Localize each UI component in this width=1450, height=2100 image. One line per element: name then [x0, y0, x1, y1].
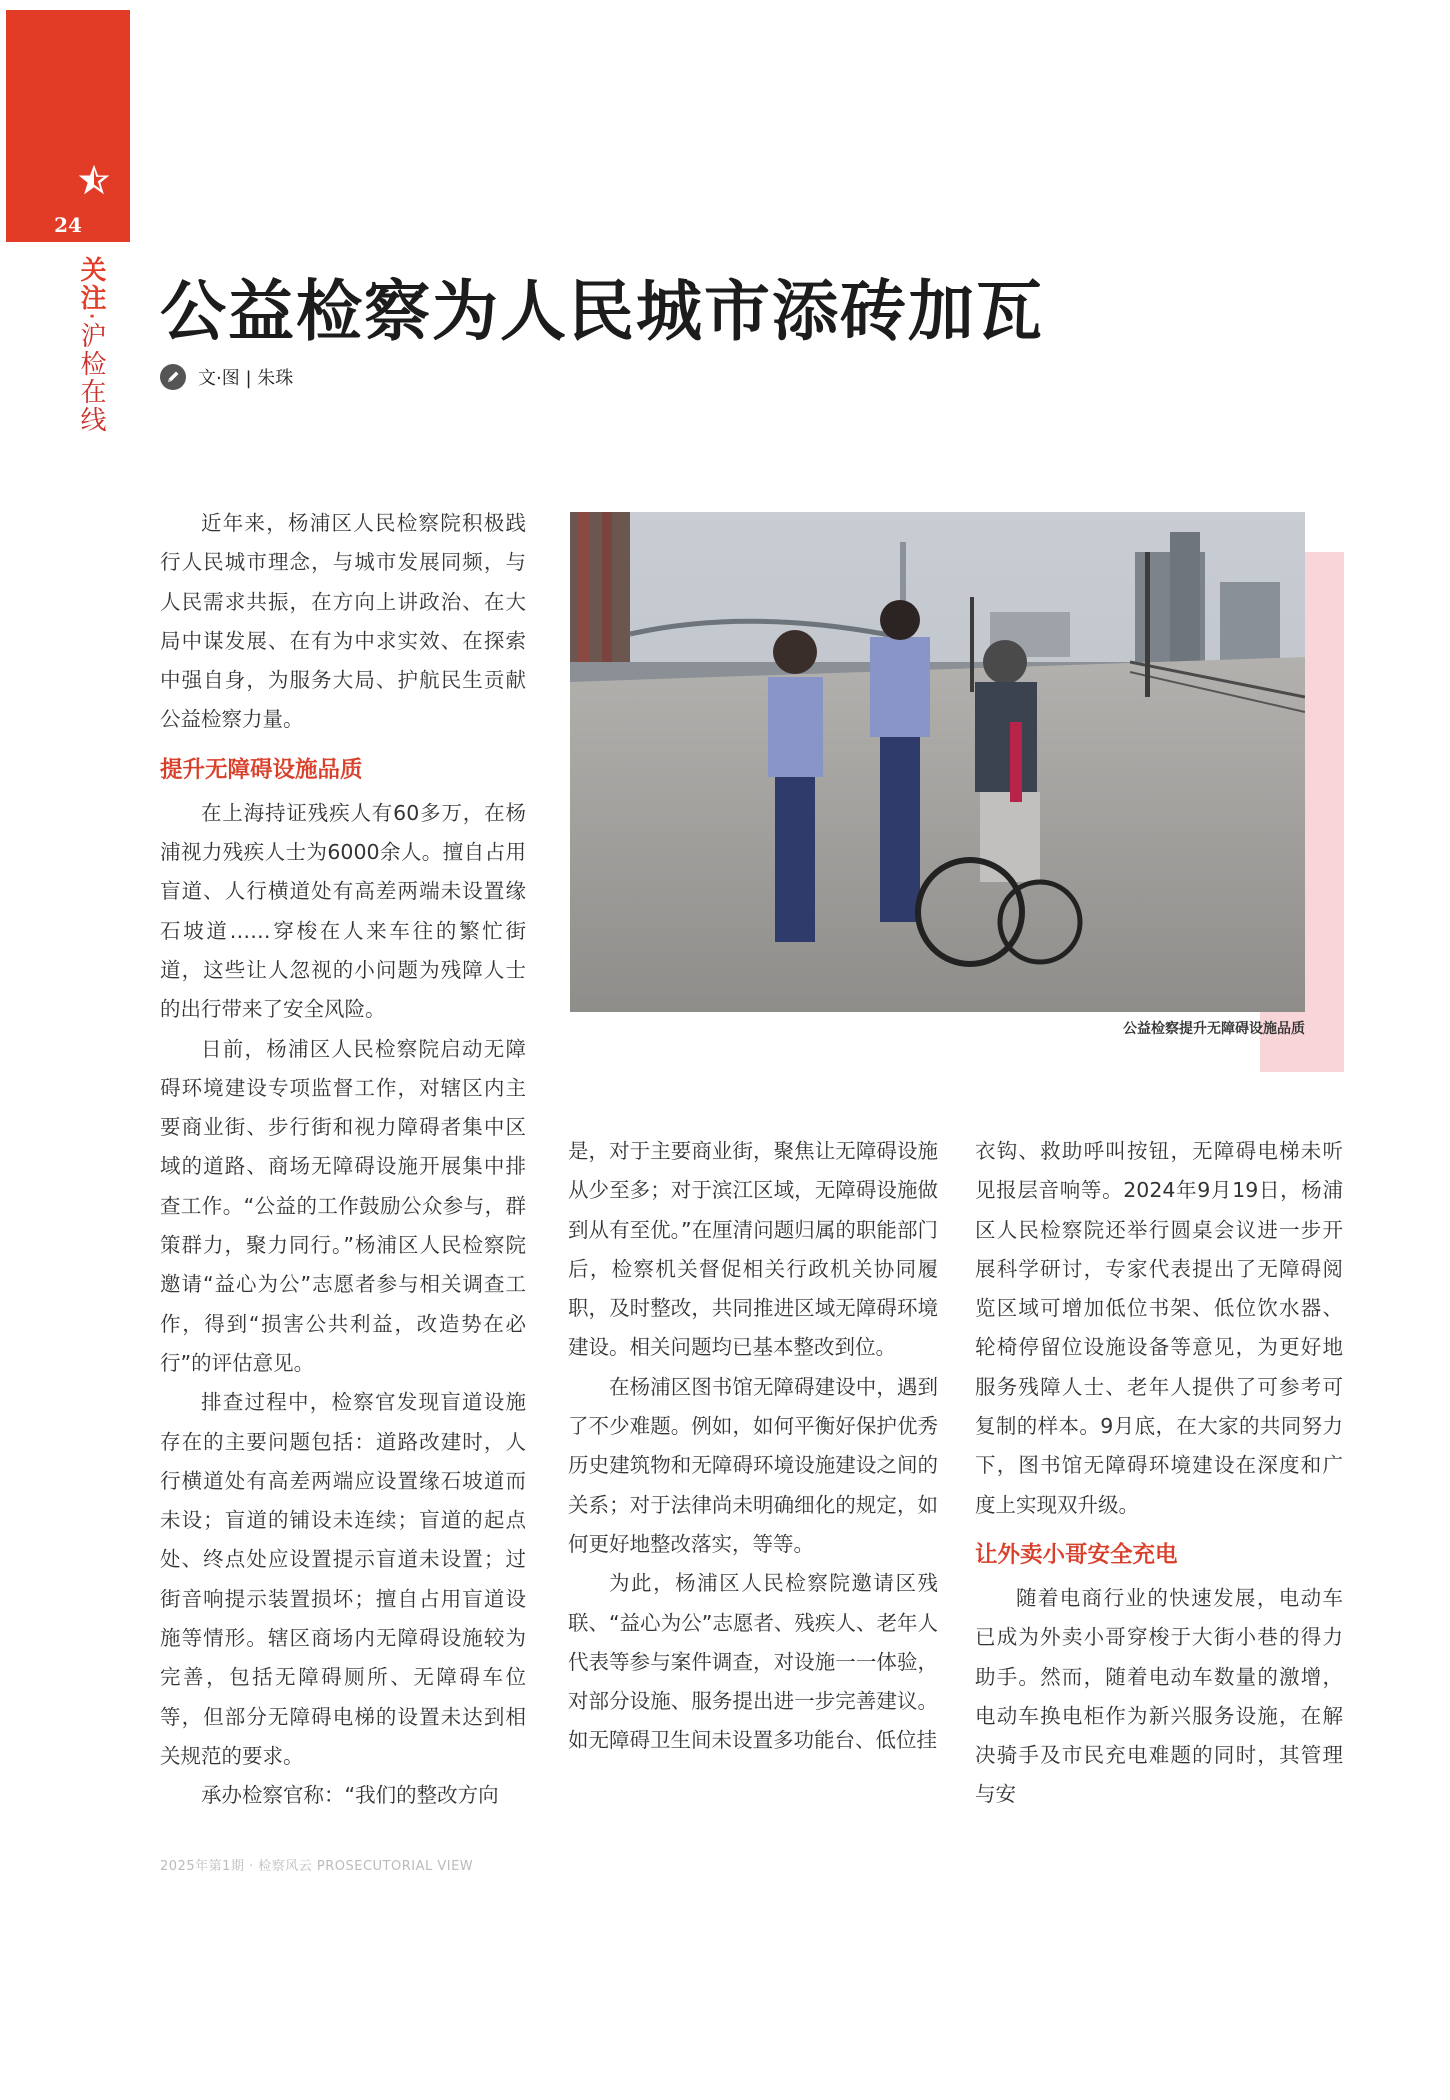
- article-column-3: [975, 1132, 1343, 1815]
- page-footer: 2025年第1期 · 检察风云 PROSECUTORIAL VIEW: [160, 1859, 474, 1874]
- paragraph-continued: 衣钩、救助呼叫按钮，无障碍电梯未听见报层音响等。2024年9月19日，杨浦区人民检察院还举行圆桌会议进一步开展科学研讨，专家代表提出了无障碍阅览区域可增加低位书架、低位饮水器、轮椅停留位设施设备等意见，为更好地服务残障人士、老年人提供了可参考可复制的样本。9月底，在大家的共同努力下，图书馆无障碍环境建设在深度和广度上实现双升级。: [975, 1139, 1343, 1517]
- article-title: 公益检察为人民城市添砖加瓦: [160, 273, 1044, 350]
- photo-caption: 公益检察提升无障碍设施品质: [1123, 1021, 1305, 1037]
- article-column-1: [160, 504, 526, 1816]
- paragraph-continued: 是，对于主要商业街，聚焦让无障碍设施从少至多；对于滨江区域，无障碍设施做到从有至优。”在厘清问题归属的职能部门后，检察机关督促相关行政机关协同履职，及时整改，共同推进区域无障碍环境建设。相关问题均已基本整改到位。: [568, 1139, 938, 1360]
- intro-paragraph: 近年来，杨浦区人民检察院积极践行人民城市理念，与城市发展同频，与人民需求共振，在方向上讲政治、在大局中谋发展、在有为中求实效、在探索中强自身，为服务大局、护航民生贡献公益检察力量。: [160, 511, 526, 732]
- paragraph: 日前，杨浦区人民检察院启动无障碍环境建设专项监督工作，对辖区内主要商业街、步行街和视力障碍者集中区域的道路、商场无障碍设施开展集中排查工作。“公益的工作鼓励公众参与，群策群力，聚力同行。”杨浦区人民检察院邀请“益心为公”志愿者参与相关调查工作，得到“损害公共利益，改造势在必行”的评估意见。: [160, 1036, 526, 1375]
- column-label-main: 关注: [76, 256, 106, 312]
- page-number: 24: [54, 213, 82, 237]
- paragraph: 随着电商行业的快速发展，电动车已成为外卖小哥穿梭于大街小巷的得力助手。然而，随着电动车数量的激增，电动车换电柜作为新兴服务设施，在解决骑手及市民充电难题的同时，其管理与安: [975, 1585, 1343, 1807]
- byline: [160, 362, 293, 392]
- paragraph: 为此，杨浦区人民检察院邀请区残联、“益心为公”志愿者、残疾人、老年人代表等参与案件调查，对设施一一体验，对部分设施、服务提出进一步完善建议。如无障碍卫生间未设置多功能台、低位挂: [568, 1571, 938, 1753]
- star-icon: [76, 162, 112, 198]
- section-heading-delivery-charging: 让外卖小哥安全充电: [975, 1541, 1178, 1568]
- section-heading-accessibility: 提升无障碍设施品质: [160, 756, 363, 783]
- column-label: [74, 256, 108, 434]
- article-photo: [570, 512, 1305, 1012]
- paragraph: 在上海持证残疾人有60多万，在杨浦视力残疾人士为6000余人。擅自占用盲道、人行横道处有高差两端未设置缘石坡道……穿梭在人来车往的繁忙街道，这些让人忽视的小问题为残障人士的出行带来了安全风险。: [160, 800, 526, 1022]
- paragraph: 承办检察官称：“我们的整改方向: [201, 1783, 499, 1808]
- page-tab: [6, 10, 130, 242]
- article-column-2: [568, 1132, 938, 1761]
- column-label-sub: 沪检在线: [76, 322, 106, 435]
- byline-text: 文·图 | 朱珠: [198, 368, 294, 389]
- paragraph: 在杨浦区图书馆无障碍建设中，遇到了不少难题。例如，如何平衡好保护优秀历史建筑物和无障碍环境设施建设之间的关系；对于法律尚未明确细化的规定，如何更好地整改落实，等等。: [568, 1374, 938, 1556]
- paragraph: 排查过程中，检察官发现盲道设施存在的主要问题包括：道路改建时，人行横道处有高差两端应设置缘石坡道而未设；盲道的铺设未连续；盲道的起点处、终点处应设置提示盲道未设置；过街音响提示装置损坏；擅自占用盲道设施等情形。辖区商场内无障碍设施较为完善，包括无障碍厕所、无障碍车位等，但部分无障碍电梯的设置未达到相关规范的要求。: [160, 1390, 526, 1768]
- column-label-separator: ·: [76, 312, 106, 323]
- pen-icon: [160, 364, 186, 390]
